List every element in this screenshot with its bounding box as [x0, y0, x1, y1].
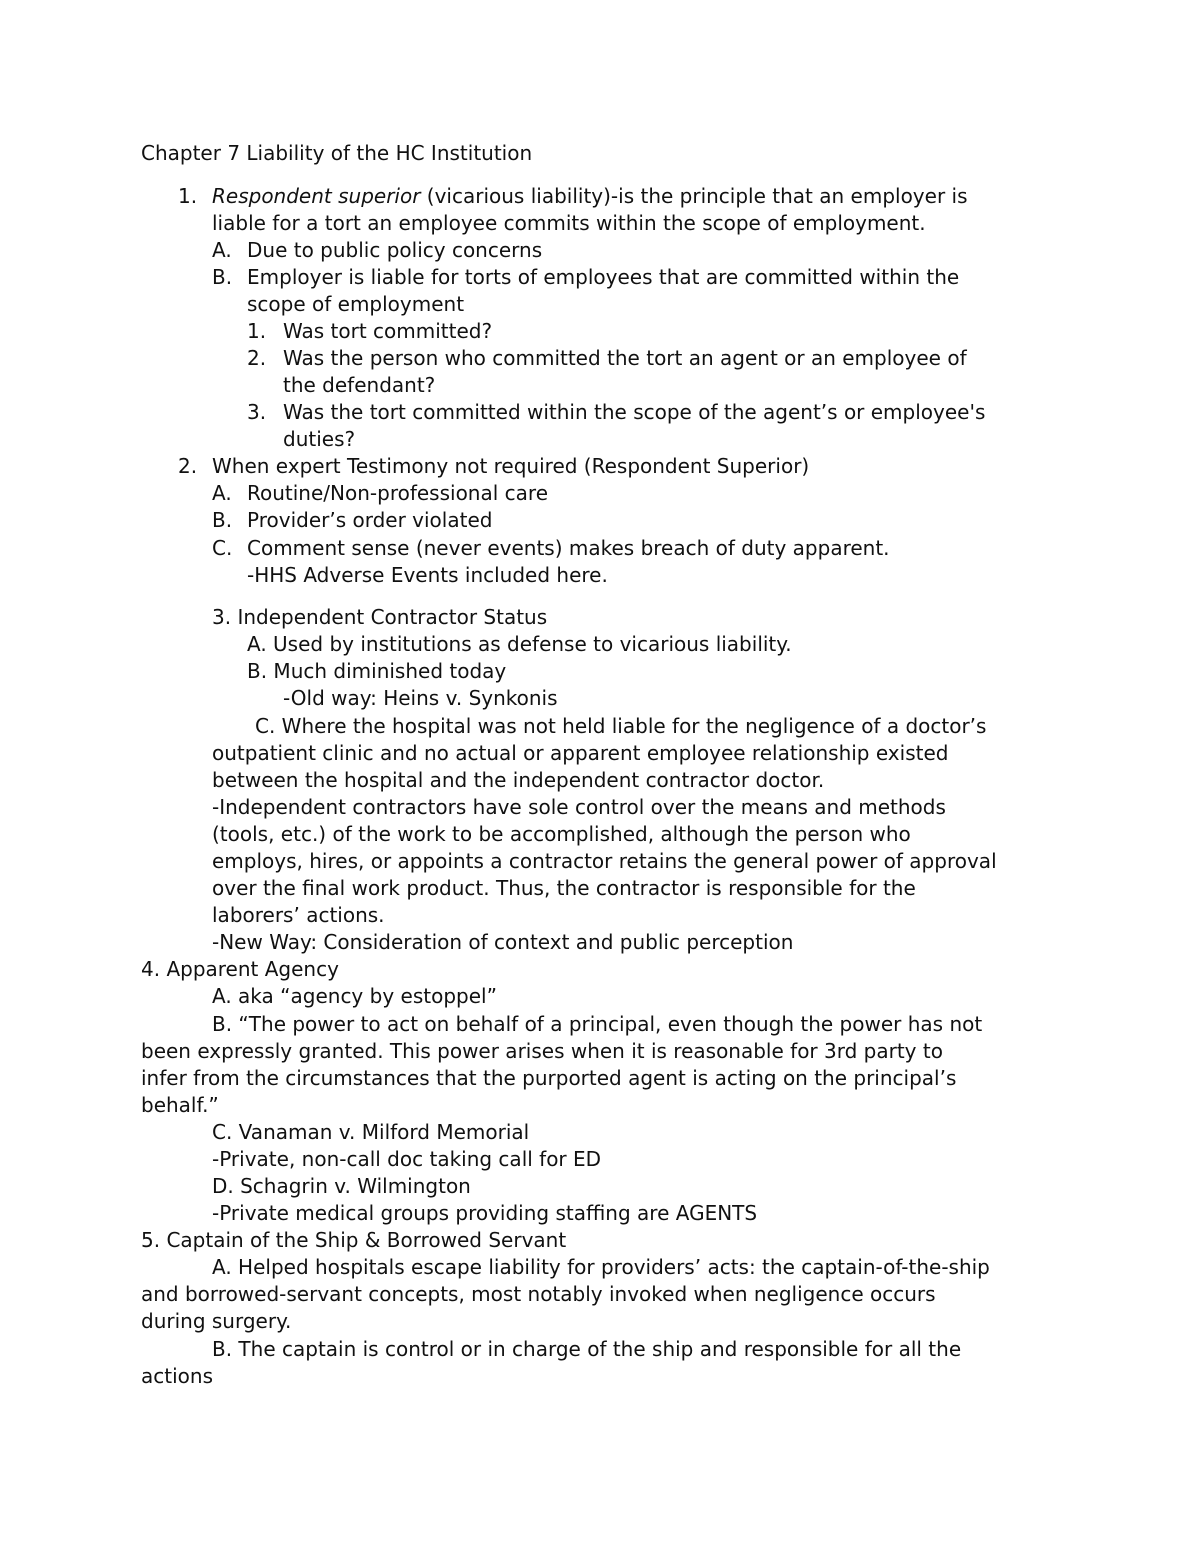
- text-line: actions: [141, 1364, 213, 1388]
- list-item: C. Where the hospital was not held liable for the negligence of a doctor’s: [255, 714, 987, 738]
- list-item: B. “The power to act on behalf of a principal, even though the power has not: [212, 1012, 983, 1036]
- text-line: (vicarious liability)-is the principle that an employer is: [420, 184, 968, 208]
- text-line: (tools, etc.) of the work to be accomplished, although the person who: [212, 822, 911, 846]
- text-line: behalf.”: [141, 1093, 219, 1117]
- list-letter: B.: [212, 508, 233, 532]
- section-heading: 4. Apparent Agency: [141, 957, 339, 981]
- list-item: [212, 183, 968, 210]
- text-line: -Private, non-call doc taking call for ED: [212, 1147, 602, 1171]
- section-heading: 5. Captain of the Ship & Borrowed Servant: [141, 1228, 567, 1252]
- list-item: Routine/Non-professional care: [247, 481, 548, 505]
- text-line: -New Way: Consideration of context and public perception: [212, 930, 794, 954]
- list-item: Was tort committed?: [283, 319, 493, 343]
- list-item: D. Schagrin v. Wilmington: [212, 1174, 471, 1198]
- list-number: 1.: [178, 184, 198, 208]
- text-line: employs, hires, or appoints a contractor retains the general power of approval: [212, 849, 997, 873]
- list-letter: B.: [212, 265, 233, 289]
- section-heading: 3. Independent Contractor Status: [212, 605, 548, 629]
- italic-term: Respondent superior: [212, 184, 421, 208]
- list-item: When expert Testimony not required (Respondent Superior): [212, 454, 810, 478]
- text-line: liable for a tort an employee commits within the scope of employment.: [212, 211, 926, 235]
- text-line: during surgery.: [141, 1309, 292, 1333]
- list-item: Comment sense (never events) makes breach of duty apparent.: [247, 536, 890, 560]
- list-letter: A.: [212, 481, 232, 505]
- list-item: Was the tort committed within the scope of the agent’s or employee's: [283, 400, 986, 424]
- list-item: A. aka “agency by estoppel”: [212, 984, 497, 1008]
- list-item: Provider’s order violated: [247, 508, 493, 532]
- list-item: B. The captain is control or in charge of the ship and responsible for all the: [212, 1337, 962, 1361]
- list-letter: A.: [212, 238, 232, 262]
- text-line: -Old way: Heins v. Synkonis: [283, 686, 558, 710]
- list-item: Due to public policy concerns: [247, 238, 543, 262]
- text-line: the defendant?: [283, 373, 436, 397]
- text-line: outpatient clinic and no actual or apparent employee relationship existed: [212, 741, 949, 765]
- page-title: Chapter 7 Liability of the HC Institution: [141, 141, 533, 165]
- list-letter: C.: [212, 536, 233, 560]
- list-number: 2.: [178, 454, 198, 478]
- text-line: -Private medical groups providing staffing are AGENTS: [212, 1201, 758, 1225]
- text-line: over the final work product. Thus, the contractor is responsible for the: [212, 876, 916, 900]
- list-item: A. Helped hospitals escape liability for providers’ acts: the captain-of-the-ship: [212, 1255, 990, 1279]
- list-item: Employer is liable for torts of employees that are committed within the: [247, 265, 960, 289]
- text-line: between the hospital and the independent contractor doctor.: [212, 768, 825, 792]
- list-number: 3.: [247, 400, 267, 424]
- text-line: duties?: [283, 427, 356, 451]
- text-line: -HHS Adverse Events included here.: [247, 563, 608, 587]
- list-item: A. Used by institutions as defense to vicarious liability.: [247, 632, 792, 656]
- list-item: Was the person who committed the tort an agent or an employee of: [283, 346, 967, 370]
- list-number: 1.: [247, 319, 267, 343]
- text-line: -Independent contractors have sole control over the means and methods: [212, 795, 946, 819]
- list-number: 2.: [247, 346, 267, 370]
- text-line: laborers’ actions.: [212, 903, 385, 927]
- text-line: been expressly granted. This power arises when it is reasonable for 3rd party to: [141, 1039, 943, 1063]
- text-line: infer from the circumstances that the purported agent is acting on the principal’s: [141, 1066, 957, 1090]
- text-line: scope of employment: [247, 292, 465, 316]
- list-item: B. Much diminished today: [247, 659, 507, 683]
- text-line: and borrowed-servant concepts, most notably invoked when negligence occurs: [141, 1282, 936, 1306]
- list-item: C. Vanaman v. Milford Memorial: [212, 1120, 530, 1144]
